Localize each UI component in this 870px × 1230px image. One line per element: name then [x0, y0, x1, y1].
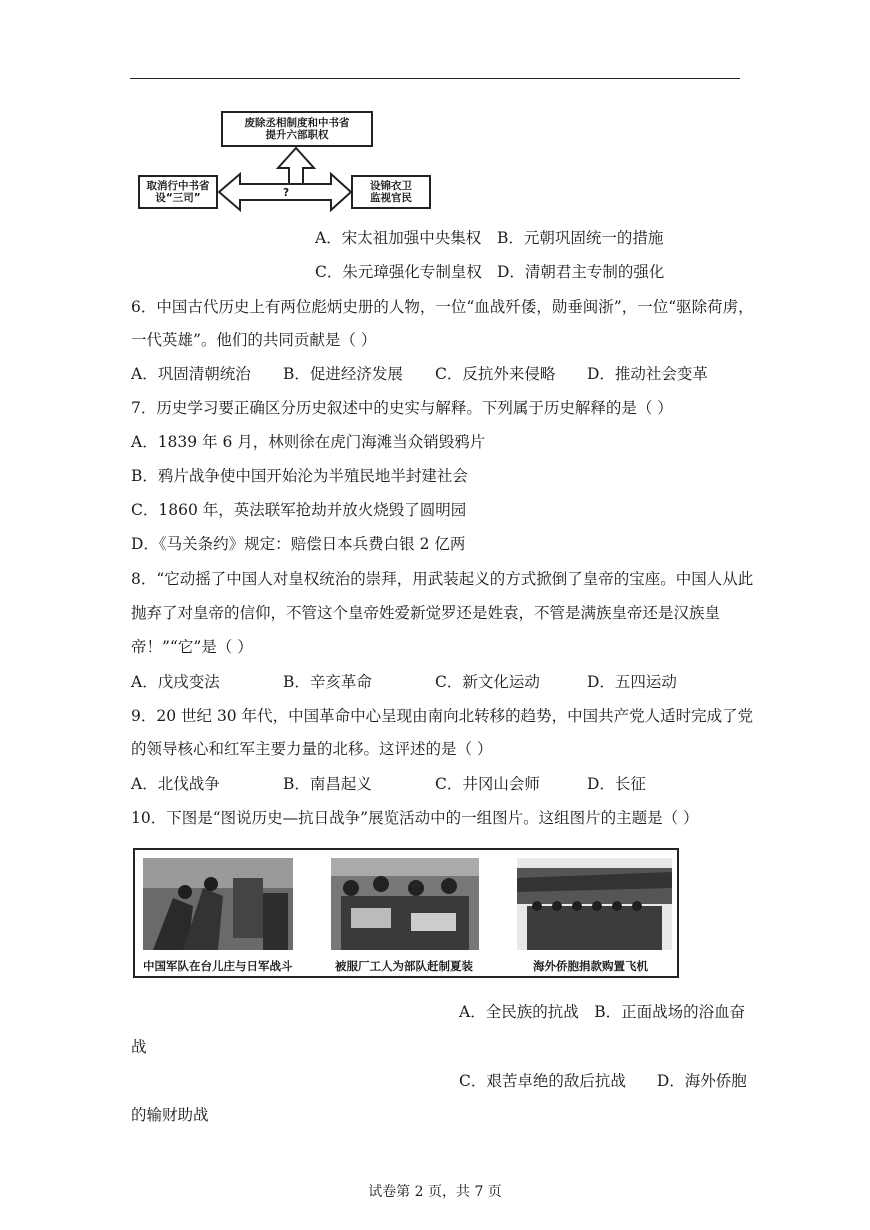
- q8-option-c[interactable]: C．新文化运动: [435, 673, 540, 691]
- q5-option-a[interactable]: A．宋太祖加强中央集权: [315, 229, 482, 247]
- q5-diagram: [0, 0, 870, 230]
- q6-stem-line1: 6．中国古代历史上有两位彪炳史册的人物，一位“血战歼倭，勋垂闽浙”，一位“驱除荷虏，: [131, 298, 754, 316]
- photo-caption-3: 海外侨胞捐款购置飞机: [533, 959, 648, 973]
- q7-stem: 7．历史学习要正确区分历史叙述中的史实与解释。下列属于历史解释的是（ ）: [131, 399, 673, 417]
- photo-donated-aircraft: [517, 858, 672, 950]
- q9-option-b[interactable]: B．南昌起义: [283, 775, 372, 793]
- photo-taierzhuang: [143, 858, 293, 950]
- page-footer: 试卷第 2 页，共 7 页: [368, 1184, 502, 1200]
- q9-stem-line1: 9．20 世纪 30 年代，中国革命中心呈现由南向北转移的趋势，中国共产党人适时完成了党: [131, 707, 754, 725]
- q6-option-d[interactable]: D．推动社会变革: [587, 365, 708, 383]
- q8-stem-line1: 8．“它动摇了中国人对皇权统治的崇拜，用武装起义的方式掀倒了皇帝的宝座。中国人从此: [131, 570, 754, 588]
- q9-option-a[interactable]: A．北伐战争: [131, 775, 220, 793]
- photo-caption-2: 被服厂工人为部队赶制夏装: [335, 959, 473, 973]
- q5-option-d[interactable]: D．清朝君主专制的强化: [497, 263, 665, 281]
- q8-option-b[interactable]: B．辛亥革命: [283, 673, 372, 691]
- q8-stem-line2: 抛弃了对皇帝的信仰，不管这个皇帝姓爱新觉罗还是姓袁，不管是满族皇帝还是汉族皇: [131, 604, 721, 622]
- diagram-top-text: 废除丞相制度和中书省 提升六部职权: [244, 117, 350, 141]
- q6-option-a[interactable]: A．巩固清朝统治: [131, 365, 251, 383]
- q10-options-line2-wrap: 的输财助战: [131, 1106, 209, 1124]
- q8-option-d[interactable]: D．五四运动: [587, 673, 677, 691]
- diagram-left-text: 取消行中书省 设“三司”: [146, 180, 210, 204]
- q6-option-b[interactable]: B．促进经济发展: [283, 365, 403, 383]
- q6-stem-line2: 一代英雄”。他们的共同贡献是（ ）: [131, 331, 377, 349]
- q10-options-line2[interactable]: C．艰苦卓绝的敌后抗战 D．海外侨胞: [459, 1072, 747, 1090]
- q10-options-line1[interactable]: A．全民族的抗战 B．正面战场的浴血奋: [459, 1003, 746, 1021]
- q7-option-d[interactable]: D．《马关条约》规定：赔偿日本兵费白银 2 亿两: [131, 535, 466, 553]
- photo-caption-1: 中国军队在台儿庄与日军战斗: [143, 959, 293, 973]
- photo-clothing-factory: [331, 858, 479, 950]
- q8-option-a[interactable]: A．戊戌变法: [131, 673, 220, 691]
- q5-option-b[interactable]: B．元朝巩固统一的措施: [497, 229, 664, 247]
- q9-stem-line2: 的领导核心和红军主要力量的北移。这评述的是（ ）: [131, 740, 493, 758]
- q5-option-c[interactable]: C．朱元璋强化专制皇权: [315, 263, 482, 281]
- q9-option-d[interactable]: D．长征: [587, 775, 646, 793]
- diagram-right-text: 设锦衣卫 监视官民: [370, 180, 412, 204]
- diagram-question-mark: ?: [282, 187, 290, 199]
- q10-options-line1-wrap: 战: [131, 1038, 147, 1056]
- q9-option-c[interactable]: C．井冈山会师: [435, 775, 540, 793]
- q7-option-c[interactable]: C．1860 年，英法联军抢劫并放火烧毁了圆明园: [131, 501, 467, 519]
- q10-photo-strip: [133, 848, 679, 978]
- q8-stem-line3: 帝！”“它”是（ ）: [131, 638, 253, 656]
- q6-option-c[interactable]: C．反抗外来侵略: [435, 365, 556, 383]
- q7-option-b[interactable]: B．鸦片战争使中国开始沦为半殖民地半封建社会: [131, 467, 468, 485]
- q7-option-a[interactable]: A．1839 年 6 月，林则徐在虎门海滩当众销毁鸦片: [131, 433, 486, 451]
- q10-stem: 10．下图是“图说历史—抗日战争”展览活动中的一组图片。这组图片的主题是（ ）: [131, 809, 699, 827]
